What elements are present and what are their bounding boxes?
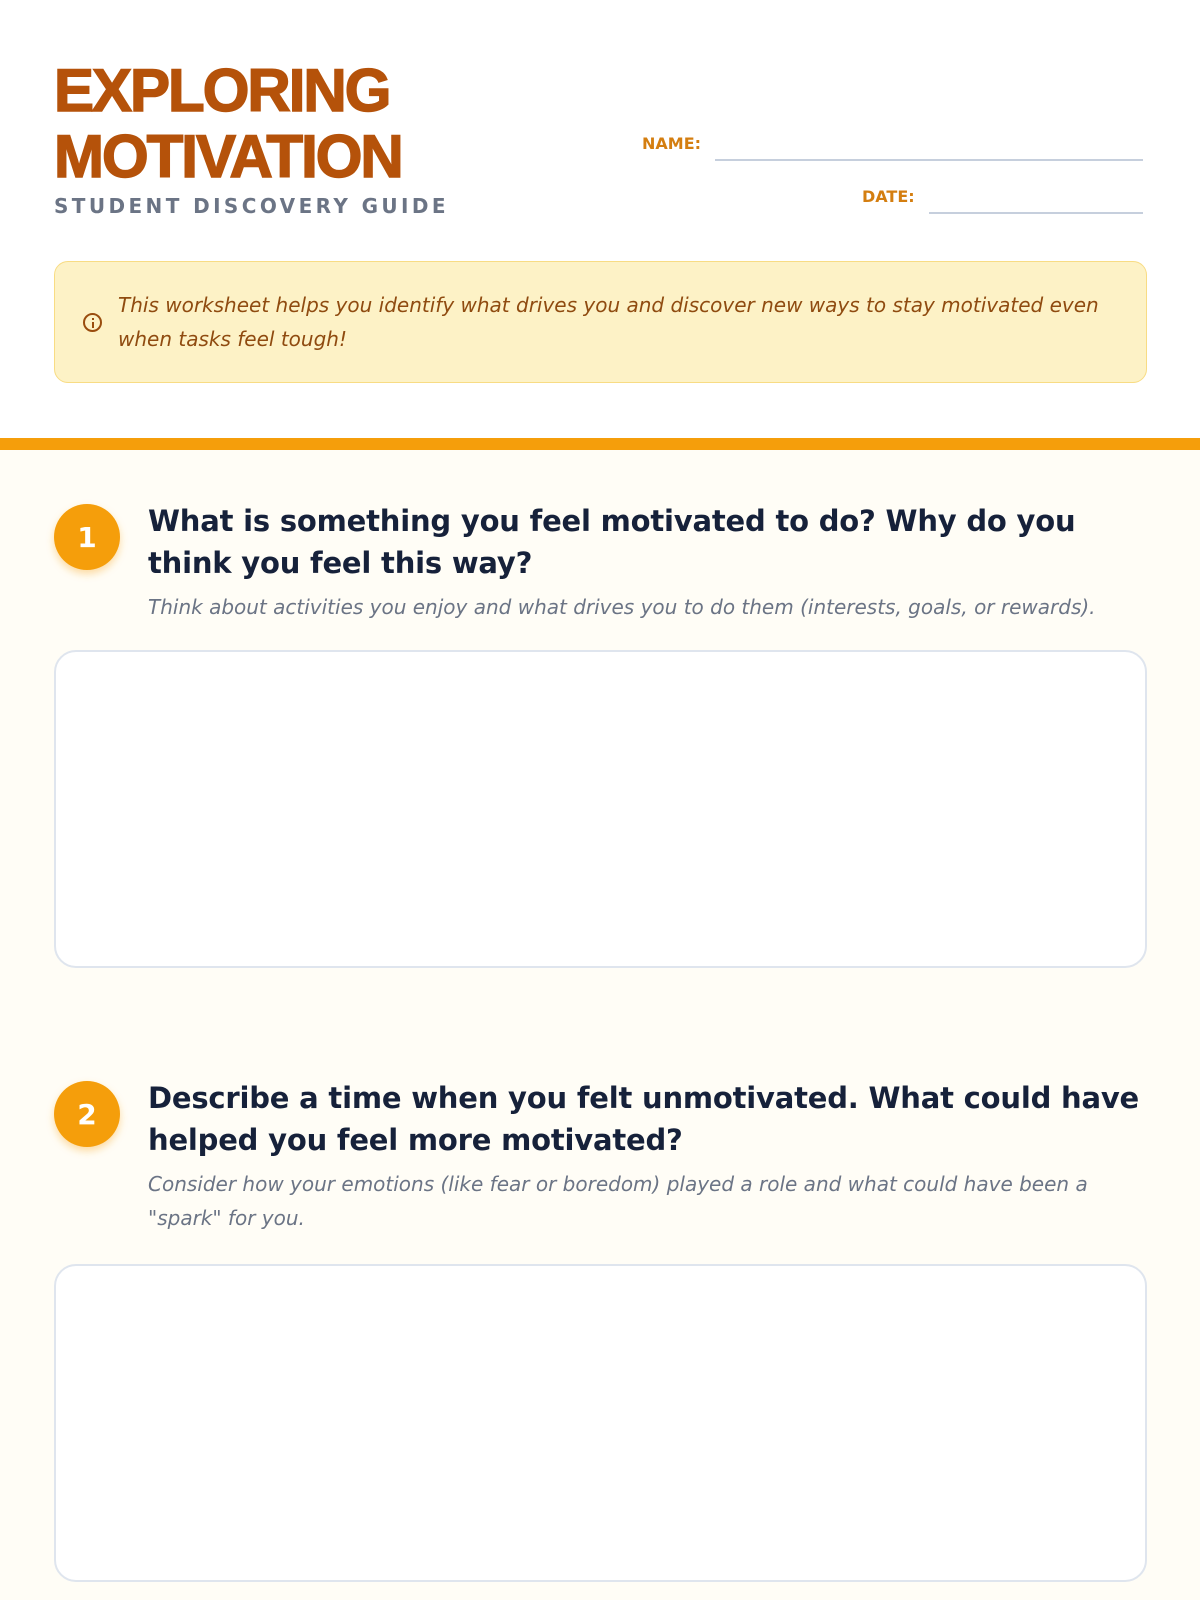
- info-text: This worksheet helps you identify what drives you and discover new ways to stay motivated even when tasks feel tough!: [118, 293, 1099, 351]
- answer-box-2[interactable]: [54, 1264, 1147, 1582]
- question-1-head: [54, 500, 1147, 624]
- question-2-head: [54, 1077, 1147, 1235]
- questions-section: [0, 450, 1200, 1600]
- question-1-body: [148, 500, 1147, 624]
- header: [0, 0, 1200, 438]
- title-line-2: MOTIVATION: [54, 123, 402, 190]
- name-field[interactable]: [715, 159, 1143, 161]
- section-divider: [0, 438, 1200, 450]
- name-label: NAME:: [642, 134, 702, 153]
- title-block: [54, 58, 449, 218]
- subtitle: STUDENT DISCOVERY GUIDE: [54, 194, 449, 218]
- question-hint: Consider how your emotions (like fear or boredom) played a role and what could have been a "spark" for you.: [148, 1172, 1088, 1230]
- question-number-badge: 2: [54, 1081, 120, 1147]
- title-line-1: EXPLORING: [54, 57, 390, 124]
- question-number-badge: 1: [54, 504, 120, 570]
- info-circle-icon: [83, 313, 102, 332]
- name-field-row: [642, 134, 1143, 161]
- question-hint: Think about activities you enjoy and what drives you to do them (interests, goals, or rewards).: [148, 595, 1096, 619]
- date-field[interactable]: [929, 212, 1143, 214]
- question-text: What is something you feel motivated to do? Why do you think you feel this way?: [148, 504, 1076, 580]
- question-text: Describe a time when you felt unmotivated. What could have helped you feel more motivated?: [148, 1081, 1140, 1157]
- answer-box-1[interactable]: [54, 650, 1147, 968]
- date-field-row: [862, 187, 1143, 214]
- question-1: [54, 500, 1147, 624]
- info-callout: [54, 261, 1147, 383]
- date-label: DATE:: [862, 187, 915, 206]
- question-2-body: [148, 1077, 1147, 1235]
- question-2: [54, 1077, 1147, 1235]
